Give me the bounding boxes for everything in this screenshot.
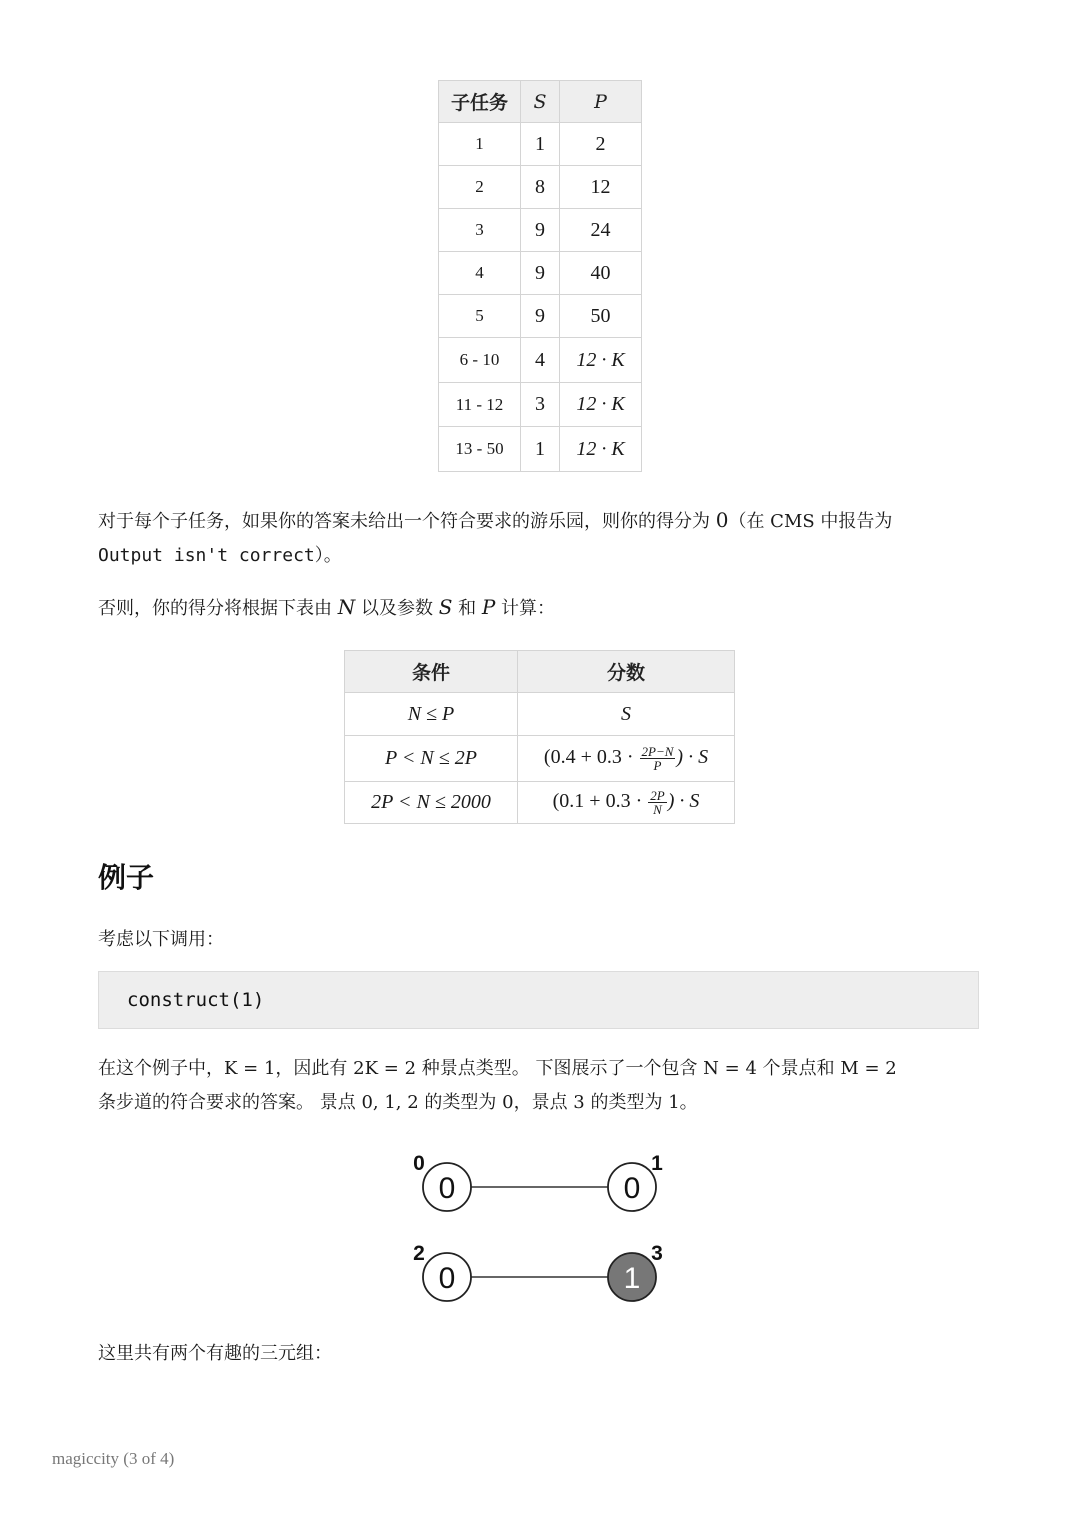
condition-header: 条件 <box>345 651 518 693</box>
fraction-denominator: P <box>653 758 662 773</box>
graph-node-type: 0 <box>438 1262 456 1295</box>
s-header: S <box>521 81 560 123</box>
para2-s: S <box>438 595 453 619</box>
s-cell: 1 <box>521 427 560 472</box>
s-cell: 8 <box>521 166 560 209</box>
example-graph <box>400 1145 680 1310</box>
subtask-table <box>438 80 642 472</box>
subtask-id-cell: 13 - 50 <box>439 427 521 472</box>
graph-node-index: 1 <box>651 1152 663 1175</box>
graph-node-type: 0 <box>438 1172 456 1205</box>
p-header: P <box>560 81 642 123</box>
p-cell: 2 <box>560 123 642 166</box>
score-fraction <box>640 745 676 772</box>
para1-code: Output isn't correct <box>98 545 315 566</box>
score-prefix: (0.4 + 0.3 · <box>543 746 639 769</box>
graph-node-type: 1 <box>623 1262 641 1295</box>
subtask-id-cell: 2 <box>439 166 521 209</box>
example-heading: 例子 <box>98 861 155 894</box>
subtask-row <box>439 295 642 338</box>
s-cell: 1 <box>521 123 560 166</box>
subtask-row <box>439 383 642 427</box>
p-cell: 12 · K <box>560 427 642 472</box>
scoring-paragraph-2 <box>98 590 988 626</box>
subtask-row <box>439 252 642 295</box>
subtask-id-cell: 4 <box>439 252 521 295</box>
para2-text-d: 计算： <box>495 598 556 619</box>
condition-cell: 2P < N ≤ 2000 <box>345 782 518 824</box>
s-cell: 9 <box>521 209 560 252</box>
subtask-id-cell: 1 <box>439 123 521 166</box>
subtask-row <box>439 338 642 383</box>
p-cell: 12 · K <box>560 383 642 427</box>
p-cell: 12 · K <box>560 338 642 383</box>
para2-p: P <box>481 595 496 619</box>
para2-text-a: 否则，你的得分将根据下表由 <box>98 598 338 619</box>
code-block <box>98 971 979 1029</box>
graph-node-index: 0 <box>413 1152 425 1175</box>
subtask-header: 子任务 <box>439 81 521 123</box>
para1-text-c: ）。 <box>314 545 342 566</box>
graph-node-type: 0 <box>623 1172 641 1205</box>
score-cell <box>518 736 735 782</box>
score-suffix: ) · S <box>667 790 700 813</box>
subtask-id-cell: 6 - 10 <box>439 338 521 383</box>
scoring-paragraph-1 <box>98 503 988 573</box>
example-desc-line-2: 条步道的符合要求的答案。 景点 0, 1, 2 的类型为 0，景点 3 的类型为 1。 <box>98 1092 698 1113</box>
subtask-row <box>439 427 642 472</box>
s-cell: 3 <box>521 383 560 427</box>
subtask-row <box>439 123 642 166</box>
condition-cell: P < N ≤ 2P <box>345 736 518 782</box>
para2-n: N <box>337 595 356 619</box>
graph-node-index: 2 <box>413 1242 425 1265</box>
fraction-denominator: N <box>653 802 662 817</box>
fraction-numerator: 2P−N <box>641 744 674 759</box>
score-prefix: (0.1 + 0.3 · <box>552 790 648 813</box>
score-suffix: ) · S <box>676 746 709 769</box>
s-cell: 9 <box>521 295 560 338</box>
graph-node-index: 3 <box>651 1242 663 1265</box>
subtask-id-cell: 11 - 12 <box>439 383 521 427</box>
para2-text-c: 和 <box>452 598 482 619</box>
subtask-row <box>439 209 642 252</box>
p-cell: 12 <box>560 166 642 209</box>
score-table <box>344 650 735 824</box>
example-intro: 考虑以下调用： <box>98 929 224 950</box>
para1-text-a: 对于每个子任务，如果你的答案未给出一个符合要求的游乐园，则你的得分为 <box>98 511 716 532</box>
fraction-numerator: 2P <box>650 788 665 803</box>
para2-text-b: 以及参数 <box>355 598 439 619</box>
example-description <box>98 1052 988 1120</box>
p-cell: 40 <box>560 252 642 295</box>
score-cell: S <box>518 693 735 736</box>
p-cell: 50 <box>560 295 642 338</box>
score-cell <box>518 782 735 824</box>
subtask-id-cell: 5 <box>439 295 521 338</box>
example-desc-line-1: 在这个例子中，K = 1，因此有 2K = 2 种景点类型。 下图展示了一个包含 N = 4 个景点和 M = 2 <box>98 1058 897 1079</box>
score-fraction <box>648 789 666 816</box>
condition-cell: N ≤ P <box>345 693 518 736</box>
page-footer: magiccity (3 of 4) <box>52 1449 175 1468</box>
example-outro: 这里共有两个有趣的三元组： <box>98 1343 332 1364</box>
para1-text-b: （在 CMS 中报告为 <box>728 511 893 532</box>
p-cell: 24 <box>560 209 642 252</box>
subtask-row <box>439 166 642 209</box>
score-header: 分数 <box>518 651 735 693</box>
subtask-id-cell: 3 <box>439 209 521 252</box>
para1-zero: 0 <box>715 508 729 532</box>
code-line: construct(1) <box>127 989 265 1011</box>
s-cell: 4 <box>521 338 560 383</box>
s-cell: 9 <box>521 252 560 295</box>
